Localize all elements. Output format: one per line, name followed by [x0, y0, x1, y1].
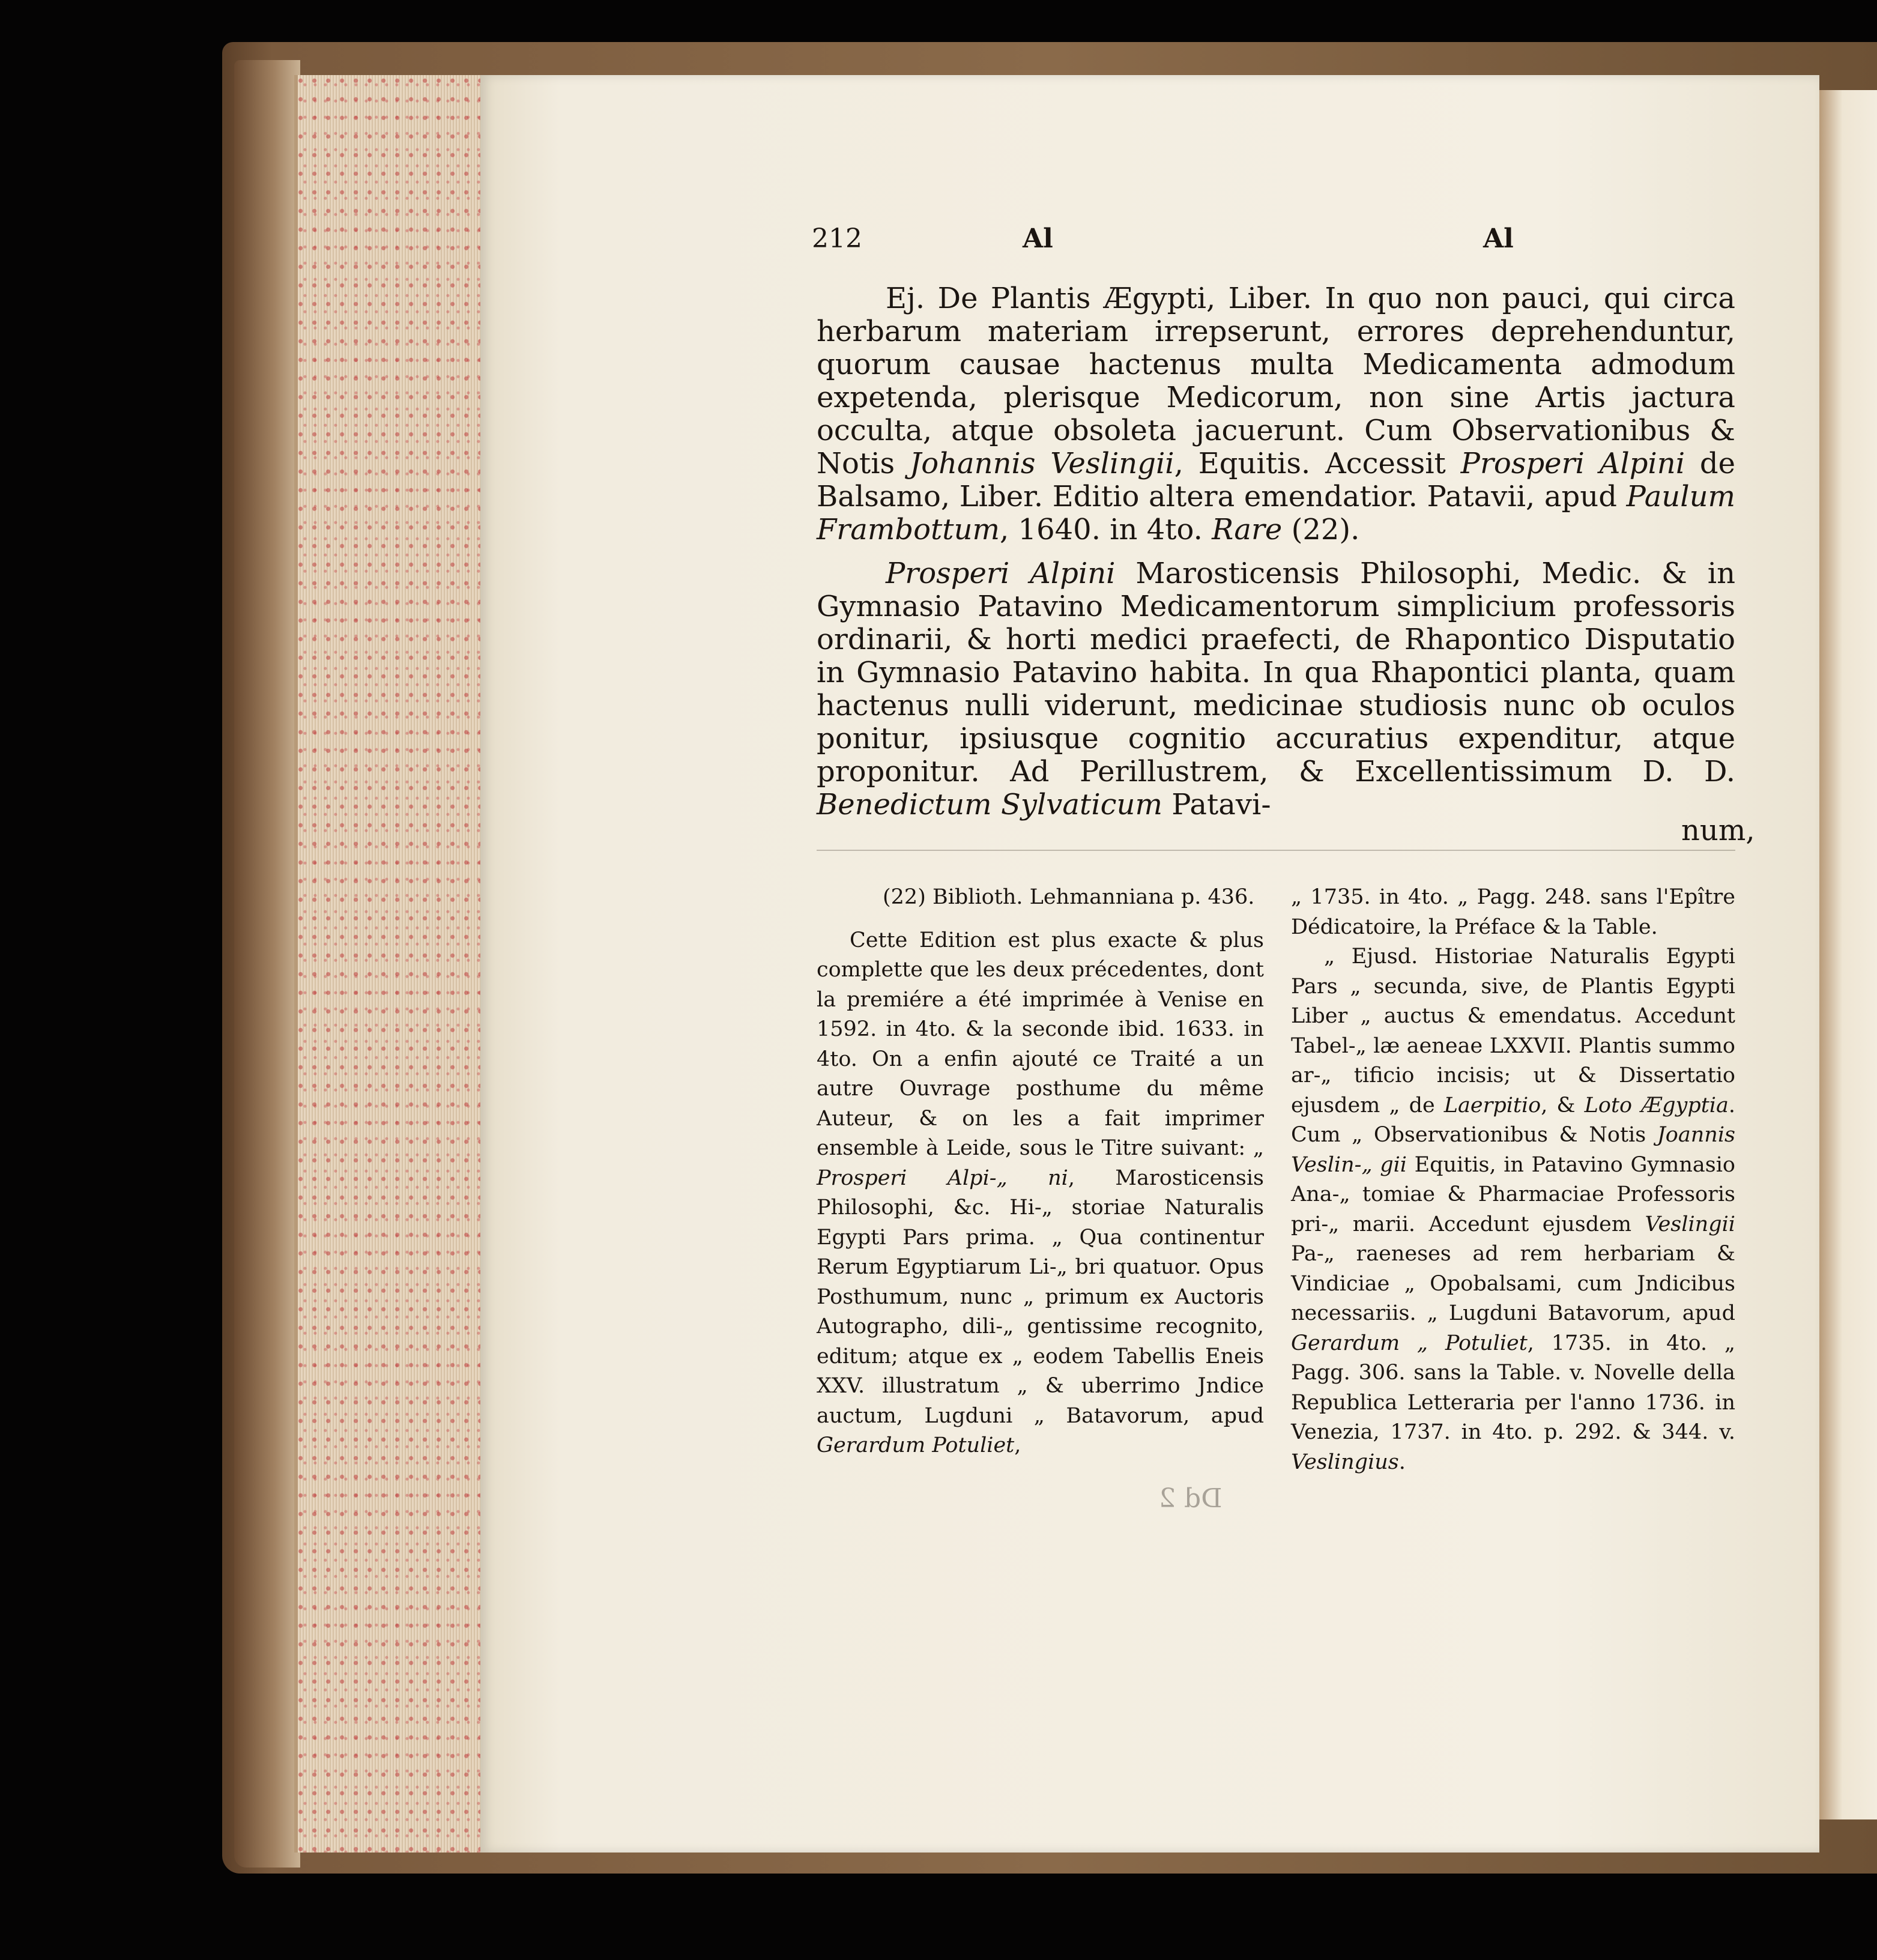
footnote-text: Cette Edition est plus exacte & plus complette que les deux précedentes, dont la premiére a été imprimée à Venise en 1592. in 4to. & la seconde ibid. 1633. in 4to. On a enfin ajouté ce Traité a un autre Ouvrage posthume du même Auteur, & on les a fait imprimer ensemble à Leide, sous le Titre suivant: „ Prosperi Alpi-„ ni, Marosticensis Philosophi, &c. Hi-„ storiae Naturalis Egypti Pars prima. „ Qua continentur Rerum Egyptiarum Li-„ bri quatuor. Opus Posthumum, nunc „ primum ex Auctoris Autographo, dili-„ gentissime recognito, editum; atque ex „ eodem Tabellis Eneis XXV. illustratum „ & uberrimo Jndice auctum, Lugduni „ Batavorum, apud Gerardum Potuliet,	[817, 928, 1265, 1457]
book-spine-board	[234, 60, 300, 1868]
main-text	[817, 282, 1735, 832]
footnote-text: „ Ejusd. Historiae Naturalis Egypti Pars „ secunda, sive, de Plantis Egypti Liber „ auctus & emendatus. Accedunt Tabel-„ læ aeneae LXXVII. Plantis summo ar-„ tificio incisis; ut & Dissertatio ejusdem „ de Laerpitio, & Loto Ægyptia. Cum „ Observationibus & Notis Joannis Veslin-„ gii Equitis, in Patavino Gymnasio Ana-„ tomiae & Pharmaciae Professoris pri-„ marii. Accedunt ejusdem Veslingii Pa-„ raeneses ad rem herbariam & Vindiciae „ Opobalsami, cum Jndicibus necessariis. „ Lugduni Batavorum, apud Gerardum „ Potuliet, 1735. in 4to. „ Pagg. 306. sans la Table. v. Novelle della Republica Letteraria per l'anno 1736. in Venezia, 1737. in 4to. p. 292. & 344. v. Veslingius.	[1291, 945, 1736, 1474]
continuation-word: num,	[1681, 814, 1755, 847]
running-title-right: Al	[1483, 223, 1514, 254]
page-number: 212	[812, 223, 862, 254]
entry-paragraph: Prosperi Alpini Marosticensis Philosophi, Medic. & in Gymnasio Patavino Medicamentorum simplicium professoris ordinarii, & horti medici praefecti, de Rhapontico Disputatio in Gymnasio Patavino habita. In qua Rhapontici planta, quam hactenus nulli viderunt, medicinae studiosis nunc ob oculos ponitur, ipsiusque cognitio accuratius expenditur, atque proponitur. Ad Perillustrem, & Excellentissimum D. D. Benedictum Sylvaticum Patavi-	[817, 557, 1735, 821]
footnote-reference: (22) Biblioth. Lehmanniana p. 436.	[883, 885, 1255, 909]
running-title-left: Al	[1023, 223, 1053, 254]
entry-paragraph: Ej. De Plantis Ægypti, Liber. In quo non pauci, qui circa herbarum materiam irrepserunt, errores deprehenduntur, quorum causae hactenus multa Medicamenta admodum expetenda, plerisque Medicorum, non sine Artis jactura occulta, atque obsoleta jacuerunt. Cum Observationibus & Notis Johannis Veslingii, Equitis. Accessit Prosperi Alpini de Balsamo, Liber. Editio altera emendatior. Patavii, apud Paulum Frambottum, 1640. in 4to. Rare (22).	[817, 282, 1736, 546]
footnote-separator	[817, 850, 1735, 851]
show-through-signature-mark: Dd 2	[1159, 1483, 1223, 1514]
page-edges	[294, 75, 484, 1853]
facing-page-edge	[1819, 90, 1877, 1819]
footnotes-right-column	[1291, 883, 1735, 1477]
footnotes-left-column	[817, 883, 1264, 1461]
footnote-text: „ 1735. in 4to. „ Pagg. 248. sans l'Epître Dédicatoire, la Préface & la Table.	[1291, 885, 1735, 939]
